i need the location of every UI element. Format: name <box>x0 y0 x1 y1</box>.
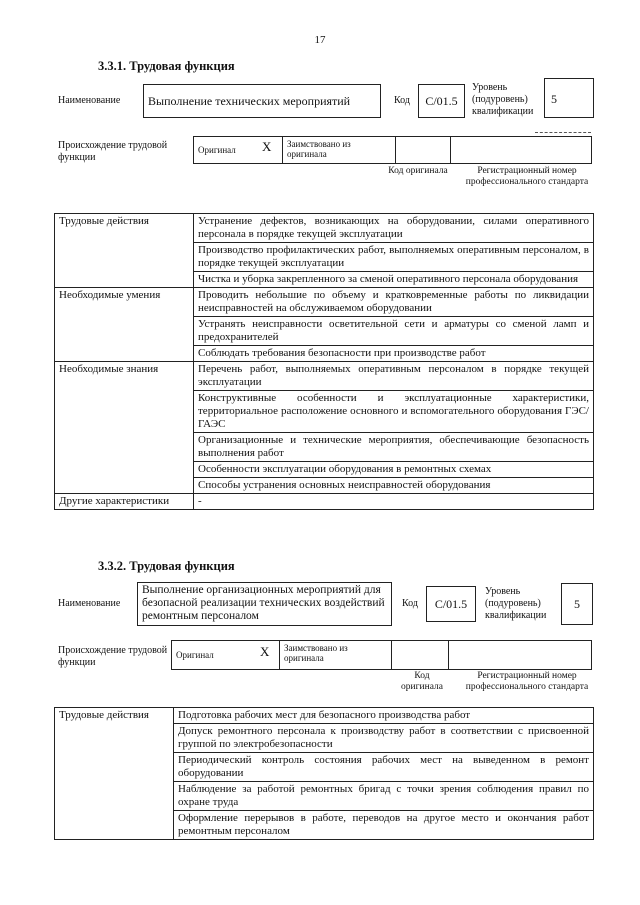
code-orig-label-332: Код оригинала <box>401 671 443 692</box>
borrowed-label-332: Заимствовано из оригинала <box>280 641 392 669</box>
code-value-332: С/01.5 <box>426 586 476 622</box>
level-value-331: 5 <box>544 78 594 118</box>
original-label-331: Оригинал <box>198 145 236 155</box>
row-item: Устранение дефектов, возникающих на оборудовании, силами оперативного персонала в порядке текущей эксплуатации <box>194 214 594 243</box>
table-row <box>55 362 594 391</box>
original-mark-332: Х <box>260 644 270 659</box>
row-item: Проводить небольшие по объему и кратковременные работы по ликвидации неисправностей на обслуживаемом оборудовании <box>194 288 594 317</box>
row-item: Допуск ремонтного персонала к производству работ в соответствии с присвоенной группой по электробезопасности <box>174 724 594 753</box>
row-item: Конструктивные особенности и эксплуатационные характеристики, территориальное расположение основного и вспомогательного оборудования ГЭС/ГАЭС <box>194 391 594 433</box>
page-number: 17 <box>314 34 326 46</box>
code-label-331: Код <box>394 95 410 106</box>
table-331 <box>54 213 594 510</box>
original-label-332: Оригинал <box>176 650 214 660</box>
row-item: Способы устранения основных неисправностей оборудования <box>194 478 594 494</box>
code-label-332: Код <box>402 598 418 609</box>
origin-box-331 <box>193 136 592 164</box>
row-key: Необходимые умения <box>55 288 194 362</box>
row-item: Чистка и уборка закрепленного за сменой оперативного персонала оборудования <box>194 272 594 288</box>
row-item: Подготовка рабочих мест для безопасного производства работ <box>174 708 594 724</box>
reg-number-cell-332 <box>449 641 591 669</box>
divider <box>535 132 591 133</box>
section-heading-332: 3.3.2. Трудовая функция <box>98 559 235 573</box>
table-row <box>55 708 594 724</box>
level-label-331: Уровень (подуровень) квалификации <box>472 82 534 117</box>
row-item: Наблюдение за работой ремонтных бригад с точки зрения соблюдения правил по охране труда <box>174 782 594 811</box>
row-item: Соблюдать требования безопасности при производстве работ <box>194 346 594 362</box>
code-orig-cell-332 <box>392 641 449 669</box>
row-item: Особенности эксплуатации оборудования в ремонтных схемах <box>194 462 594 478</box>
row-item: Организационные и технические мероприятия, обеспечивающие безопасность выполнения работ <box>194 433 594 462</box>
borrowed-label-331: Заимствовано из оригинала <box>283 137 396 163</box>
name-value-331: Выполнение технических мероприятий <box>143 84 381 118</box>
origin-box-332 <box>171 640 592 670</box>
original-mark-331: Х <box>262 139 272 154</box>
row-key: Трудовые действия <box>55 214 194 288</box>
reg-label-332: Регистрационный номер профессионального стандарта <box>465 671 589 692</box>
table-row <box>55 288 594 317</box>
origin-label-332: Происхождение трудовой функции <box>58 645 168 668</box>
table-row <box>55 214 594 243</box>
name-value-332: Выполнение организационных мероприятий для безопасной реализации технических воздействий ремонтным персоналом <box>137 582 392 626</box>
table-row <box>55 494 594 510</box>
code-orig-cell-331 <box>396 137 451 163</box>
row-item: Устранять неисправности осветительной сети и арматуры со сменой ламп и предохранителей <box>194 317 594 346</box>
level-value-332: 5 <box>561 583 593 625</box>
row-key: Другие характеристики <box>55 494 194 510</box>
code-orig-label-331: Код оригинала <box>388 166 448 176</box>
level-label-332: Уровень (подуровень) квалификации <box>485 586 547 621</box>
origin-label-331: Происхождение трудовой функции <box>58 140 168 163</box>
section-heading-331: 3.3.1. Трудовая функция <box>98 59 235 73</box>
name-label-332: Наименование <box>58 598 121 609</box>
row-item: Перечень работ, выполняемых оперативным персоналом в порядке текущей эксплуатации <box>194 362 594 391</box>
reg-label-331: Регистрационный номер профессионального стандарта <box>465 166 589 187</box>
row-key: Трудовые действия <box>55 708 174 840</box>
reg-number-cell-331 <box>451 137 591 163</box>
row-item: Производство профилактических работ, выполняемых оперативным персоналом, в порядке текущей эксплуатации <box>194 243 594 272</box>
name-label-331: Наименование <box>58 95 121 106</box>
row-item: Оформление перерывов в работе, переводов на другое место и окончания работ ремонтным персоналом <box>174 811 594 840</box>
row-key: Необходимые знания <box>55 362 194 494</box>
row-item: - <box>194 494 594 510</box>
code-value-331: С/01.5 <box>418 84 465 118</box>
row-item: Периодический контроль состояния рабочих мест на выведенном в ремонт оборудовании <box>174 753 594 782</box>
table-332 <box>54 707 594 840</box>
